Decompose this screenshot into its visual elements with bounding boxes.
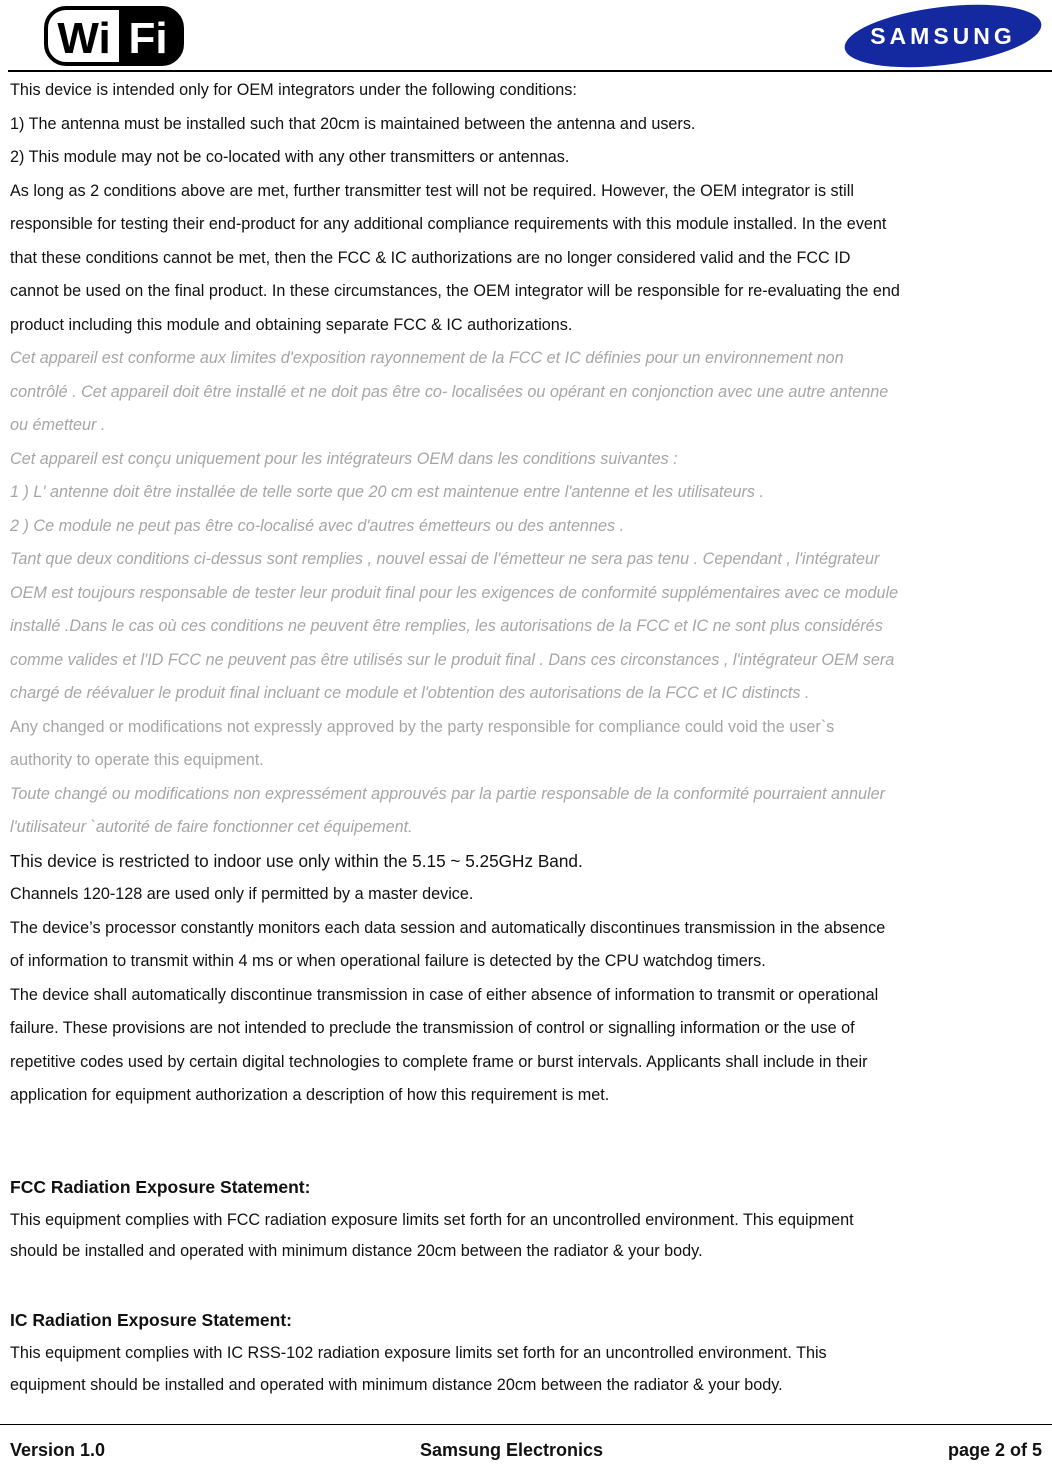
body-line: comme valides et l'ID FCC ne peuvent pas être utilisés sur le produit final . Dans ces circonstances , l'intégrateur OEM sera — [10, 650, 895, 669]
wifi-logo — [44, 6, 184, 71]
footer-version: Version 1.0 — [10, 1440, 106, 1460]
ic-section-line: equipment should be installed and operated with minimum distance 20cm between the radiator & your body. — [10, 1376, 783, 1394]
body-line: responsible for testing their end-product for any additional compliance requirements with this module installed. In the event — [10, 215, 887, 233]
body-line: The device’s processor constantly monitors each data session and automatically discontinues transmission in the absence — [10, 918, 886, 937]
body-text — [10, 74, 1046, 1113]
body-line: Any changed or modifications not expressly approved by the party responsible for compliance could void the user`s — [10, 717, 835, 736]
body-line: contrôlé . Cet appareil doit être installé et ne doit pas être co- localisées ou opérant en conjonction avec une autre antenne — [10, 382, 889, 401]
body-line: chargé de réévaluer le produit final incluant ce module et l'obtention des autorisations de la FCC et IC distincts . — [10, 684, 810, 702]
body-line: ou émetteur . — [10, 416, 106, 434]
body-line: 1) The antenna must be installed such that 20cm is maintained between the antenna and users. — [10, 114, 696, 133]
body-line: application for equipment authorization a description of how this requirement is met. — [10, 1086, 610, 1104]
body-line: Tant que deux conditions ci-dessus sont remplies , nouvel essai de l'émetteur ne sera pas tenu . Cependant , l'intégrateur — [10, 550, 880, 568]
body-line: Channels 120-128 are used only if permitted by a master device. — [10, 885, 474, 903]
body-line: As long as 2 conditions above are met, further transmitter test will not be required. However, the OEM integrator is still — [10, 181, 854, 200]
body-line: that these conditions cannot be met, then the FCC & IC authorizations are no longer considered valid and the FCC ID — [10, 248, 851, 267]
body-line: authority to operate this equipment. — [10, 751, 264, 769]
body-line: of information to transmit within 4 ms or when operational failure is detected by the CPU watchdog timers. — [10, 952, 766, 970]
body-line: Cet appareil est conçu uniquement pour les intégrateurs OEM dans les conditions suivantes : — [10, 449, 678, 468]
fcc-section-line: This equipment complies with FCC radiation exposure limits set forth for an uncontrolled environment. This equipment — [10, 1211, 854, 1229]
footer-divider — [0, 1424, 1052, 1425]
svg-text:Wi: Wi — [57, 14, 111, 63]
svg-text:SAMSUNG: SAMSUNG — [870, 23, 1016, 49]
body-line: product including this module and obtaining separate FCC & IC authorizations. — [10, 315, 573, 334]
body-line: The device shall automatically discontinue transmission in case of either absence of information to transmit or operational — [10, 985, 879, 1004]
body-line: cannot be used on the final product. In these circumstances, the OEM integrator will be responsible for re-evaluating the end — [10, 282, 900, 300]
fcc-section-line: should be installed and operated with minimum distance 20cm between the radiator & your body. — [10, 1242, 703, 1260]
svg-text:Fi: Fi — [128, 14, 168, 63]
ic-section-title: IC Radiation Exposure Statement: — [10, 1310, 292, 1330]
fcc-section-title: FCC Radiation Exposure Statement: — [10, 1177, 311, 1197]
body-line: 2) This module may not be co-located with any other transmitters or antennas. — [10, 148, 570, 166]
body-line: installé .Dans le cas où ces conditions ne peuvent être remplies, les autorisations de la FCC et IC ne sont plus considérés — [10, 617, 883, 635]
body-line: repetitive codes used by certain digital technologies to complete frame or burst intervals. Applicants shall include in their — [10, 1052, 868, 1071]
body-line: Cet appareil est conforme aux limites d'exposition rayonnement de la FCC et IC définies pour un environnement non — [10, 349, 844, 367]
samsung-logo — [842, 2, 1044, 75]
footer-company: Samsung Electronics — [420, 1440, 604, 1460]
body-line: 2 ) Ce module ne peut pas être co-localisé avec d'autres émetteurs ou des antennes . — [10, 516, 625, 535]
body-line: Toute changé ou modifications non expressément approuvés par la partie responsable de la conformité pourraient annuler — [10, 784, 885, 803]
body-line: This device is restricted to indoor use only within the 5.15 ~ 5.25GHz Band. — [10, 850, 583, 871]
ic-section-line: This equipment complies with IC RSS-102 radiation exposure limits set forth for an uncontrolled environment. This — [10, 1344, 827, 1362]
header-divider — [8, 70, 1052, 72]
page-header — [0, 0, 1052, 72]
body-line: failure. These provisions are not intended to preclude the transmission of control or signalling information or the use of — [10, 1019, 855, 1037]
body-line: OEM est toujours responsable de tester leur produit final pour les exigences de conformité supplémentaires avec ce module — [10, 583, 899, 602]
body-line: This device is intended only for OEM integrators under the following conditions: — [10, 81, 577, 99]
body-line: l'utilisateur `autorité de faire fonctionner cet équipement. — [10, 818, 413, 836]
footer-page-number: page 2 of 5 — [947, 1440, 1042, 1460]
body-line: 1 ) L' antenne doit être installée de telle sorte que 20 cm est maintenue entre l'antenne et les utilisateurs . — [10, 483, 764, 501]
